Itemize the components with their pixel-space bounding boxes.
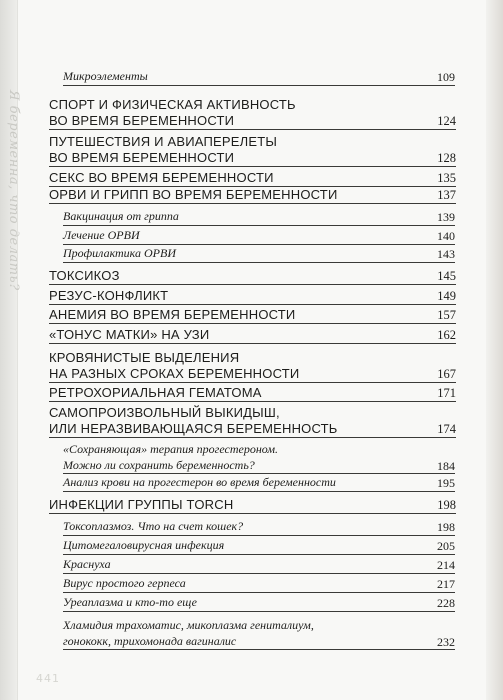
- toc-leader-rule: [49, 401, 456, 402]
- toc-entry-page-number: 124: [437, 114, 456, 128]
- toc-entry-page-number: 167: [437, 367, 456, 381]
- toc-entry-page-number: 232: [437, 634, 455, 649]
- toc-entry-title-line: КРОВЯНИСТЫЕ ВЫДЕЛЕНИЯ: [49, 350, 240, 365]
- toc-entry-page-number: 228: [437, 596, 455, 610]
- toc-entry-title-line: ИНФЕКЦИИ ГРУППЫ TORCH: [49, 497, 234, 512]
- toc-leader-rule: [63, 262, 455, 263]
- toc-entry[interactable]: [63, 595, 455, 611]
- toc-entry-title-line: Лечение ОРВИ: [63, 228, 140, 242]
- toc-entry-page-number: 195: [437, 476, 455, 490]
- toc-entry[interactable]: [49, 187, 456, 203]
- toc-entry[interactable]: [49, 170, 456, 186]
- toc-entry[interactable]: [63, 228, 455, 244]
- toc-leader-rule: [63, 592, 455, 593]
- toc-entry[interactable]: [49, 350, 456, 382]
- toc-leader-rule: [63, 554, 455, 555]
- toc-entry-title-line: Хламидия трахоматис, микоплазма гениталиум,: [63, 618, 314, 632]
- toc-entry[interactable]: [63, 557, 455, 573]
- toc-leader-rule: [63, 473, 455, 474]
- toc-entry-page-number: 128: [437, 151, 456, 165]
- toc-entry-page-number: 157: [437, 308, 456, 322]
- toc-leader-rule: [49, 437, 456, 438]
- toc-entry-title-line: САМОПРОИЗВОЛЬНЫЙ ВЫКИДЫШ,: [49, 405, 280, 420]
- toc-entry-page-number: 184: [437, 458, 455, 473]
- toc-entry-title-line: ОРВИ И ГРИПП ВО ВРЕМЯ БЕРЕМЕННОСТИ: [49, 187, 338, 202]
- toc-entry-title-line: АНЕМИЯ ВО ВРЕМЯ БЕРЕМЕННОСТИ: [49, 307, 296, 322]
- toc-entry-title-line: Вирус простого герпеса: [63, 576, 186, 590]
- toc-entry[interactable]: [63, 618, 455, 649]
- toc-entry-title-line: ВО ВРЕМЯ БЕРЕМЕННОСТИ: [49, 113, 235, 128]
- toc-entry[interactable]: [49, 405, 456, 437]
- toc-entry-title-line: НА РАЗНЫХ СРОКАХ БЕРЕМЕННОСТИ: [49, 366, 300, 381]
- toc-leader-rule: [63, 535, 455, 536]
- toc-entry-page-number: 137: [437, 188, 456, 202]
- toc-entry-title-line: Профилактика ОРВИ: [63, 246, 176, 260]
- toc-entry[interactable]: [63, 475, 455, 491]
- toc-leader-rule: [49, 382, 456, 383]
- toc-entry[interactable]: [49, 497, 456, 513]
- toc-entry-page-number: 198: [437, 520, 455, 534]
- toc-entry[interactable]: [63, 442, 455, 473]
- toc-leader-rule: [63, 611, 455, 612]
- toc-entry-page-number: 145: [437, 269, 456, 283]
- toc-entry[interactable]: [49, 385, 456, 401]
- toc-leader-rule: [63, 85, 455, 86]
- toc-entry-title-line: Анализ крови на прогестерон во время беременности: [63, 475, 336, 489]
- toc-entry-page-number: 140: [437, 229, 455, 243]
- toc-leader-rule: [49, 203, 456, 204]
- toc-entry-page-number: 171: [437, 386, 456, 400]
- toc-leader-rule: [63, 649, 455, 650]
- toc-entry-title-line: «Сохраняющая» терапия прогестероном.: [63, 442, 278, 456]
- toc-entry[interactable]: [49, 327, 456, 343]
- toc-entry[interactable]: [63, 519, 455, 535]
- toc-entry[interactable]: [49, 97, 456, 129]
- page-number: 441: [36, 672, 60, 685]
- toc-entry[interactable]: [63, 209, 455, 225]
- toc-entry-title-line: Микроэлементы: [63, 69, 148, 83]
- toc-entry[interactable]: [63, 246, 455, 262]
- toc-leader-rule: [63, 244, 455, 245]
- toc-leader-rule: [49, 284, 456, 285]
- toc-entry[interactable]: [49, 268, 456, 284]
- toc-entry-title-line: РЕТРОХОРИАЛЬНАЯ ГЕМАТОМА: [49, 385, 262, 400]
- toc-leader-rule: [49, 166, 456, 167]
- toc-entry-page-number: 109: [437, 70, 455, 84]
- toc-entry-title-line: «ТОНУС МАТКИ» НА УЗИ: [49, 327, 210, 342]
- toc-entry-title-line: Уреаплазма и кто-то еще: [63, 595, 197, 609]
- toc-leader-rule: [49, 513, 456, 514]
- toc-leader-rule: [63, 573, 455, 574]
- toc-entry-page-number: 205: [437, 539, 455, 553]
- toc-entry-title-line: ТОКСИКОЗ: [49, 268, 120, 283]
- toc-leader-rule: [49, 343, 456, 344]
- toc-entry-page-number: 162: [437, 328, 456, 342]
- toc-entry-page-number: 139: [437, 210, 455, 224]
- toc-entry-title-line: СПОРТ И ФИЗИЧЕСКАЯ АКТИВНОСТЬ: [49, 97, 296, 112]
- toc-entry-page-number: 174: [437, 422, 456, 436]
- toc-leader-rule: [49, 323, 456, 324]
- toc-entry-title-line: гонококк, трихомонада вагиналис: [63, 633, 237, 648]
- toc-entry[interactable]: [49, 288, 456, 304]
- toc-leader-rule: [49, 304, 456, 305]
- toc-entry-page-number: 198: [437, 498, 456, 512]
- toc-entry-title-line: Краснуха: [63, 557, 111, 571]
- toc-entry-page-number: 217: [437, 577, 455, 591]
- toc-entry-page-number: 149: [437, 289, 456, 303]
- page-side-running-title: Я беременна, что делать?: [6, 90, 21, 291]
- toc-leader-rule: [49, 129, 456, 130]
- toc-entry-page-number: 143: [437, 247, 455, 261]
- toc-entry[interactable]: [63, 69, 455, 85]
- toc-entry[interactable]: [63, 576, 455, 592]
- toc-entry-title-line: ПУТЕШЕСТВИЯ И АВИАПЕРЕЛЕТЫ: [49, 134, 278, 149]
- toc-entry-title-line: РЕЗУС-КОНФЛИКТ: [49, 288, 169, 303]
- toc-entry[interactable]: [63, 538, 455, 554]
- toc-entry-title-line: Вакцинация от гриппа: [63, 209, 179, 223]
- toc-entry-title-line: Токсоплазмоз. Что на счет кошек?: [63, 519, 244, 533]
- toc-entry-title-line: СЕКС ВО ВРЕМЯ БЕРЕМЕННОСТИ: [49, 170, 274, 185]
- toc-entry[interactable]: [49, 307, 456, 323]
- toc-entry-title-line: ВО ВРЕМЯ БЕРЕМЕННОСТИ: [49, 150, 235, 165]
- toc-leader-rule: [63, 491, 455, 492]
- toc-entry-title-line: ИЛИ НЕРАЗВИВАЮЩАЯСЯ БЕРЕМЕННОСТЬ: [49, 421, 338, 436]
- toc-entry[interactable]: [49, 134, 456, 166]
- toc-entry-title-line: Можно ли сохранить беременность?: [63, 457, 255, 472]
- toc-entry-page-number: 214: [437, 558, 455, 572]
- toc-entry-page-number: 135: [437, 171, 456, 185]
- toc-leader-rule: [63, 225, 455, 226]
- toc-entry-title-line: Цитомегаловирусная инфекция: [63, 538, 225, 552]
